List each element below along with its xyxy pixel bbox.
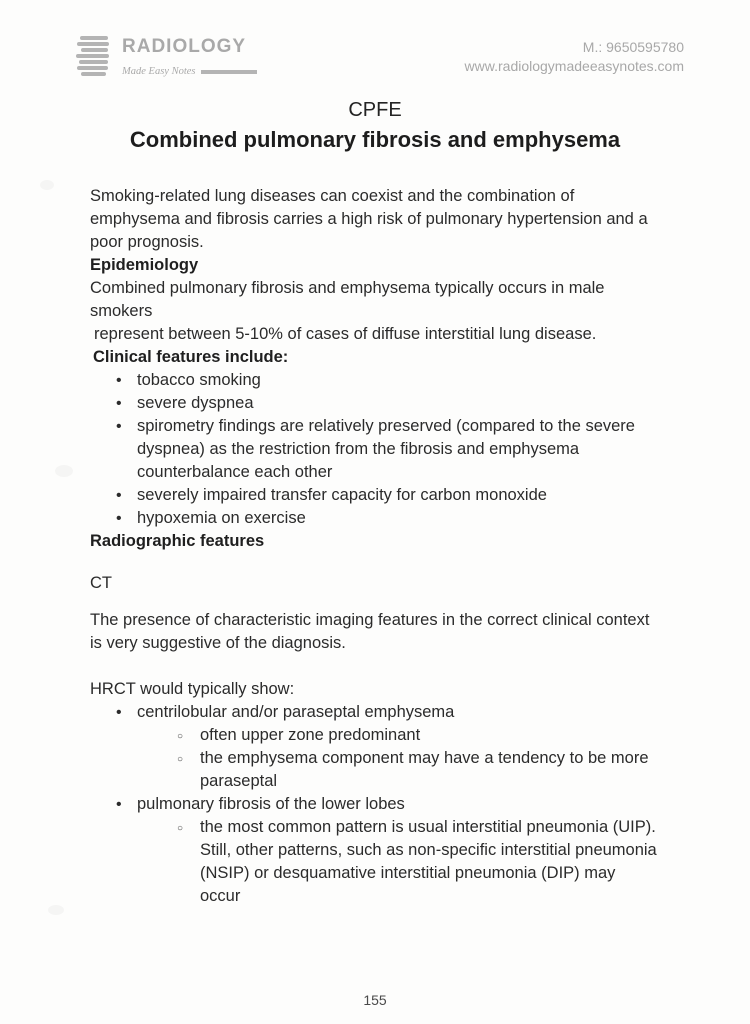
- list-item: [90, 701, 660, 793]
- clinical-features-list: [90, 369, 660, 530]
- page-title: Combined pulmonary fibrosis and emphysema: [129, 127, 621, 152]
- modality-label: CT: [90, 574, 112, 592]
- epidemiology-heading: Epidemiology: [90, 256, 199, 274]
- finding-sublist: [137, 816, 660, 908]
- list-item: ○ often upper zone predominant: [137, 724, 660, 747]
- list-item: • tobacco smoking: [90, 369, 660, 392]
- intro-paragraph: Smoking-related lung diseases can coexist and the combination of emphysema and fibrosis carries a high risk of pulmonary hypertension and a poor prognosis.: [90, 187, 648, 251]
- finding-sublist: [137, 724, 660, 793]
- list-item: • severe dyspnea: [90, 392, 660, 415]
- finding-text: pulmonary fibrosis of the lower lobes: [137, 795, 405, 813]
- epidemiology-line1: Combined pulmonary fibrosis and emphysema typically occurs in male smokers: [90, 279, 605, 320]
- brand-name: RADIOLOGY: [122, 36, 247, 57]
- list-item: ○ the most common pattern is usual interstitial pneumonia (UIP). Still, other patterns, such as non-specific interstitial pneumonia (NSIP) or desquamative interstitial pneumonia (DIP) may occur: [137, 816, 660, 908]
- page-header: [72, 34, 684, 83]
- clinical-features-heading: Clinical features include:: [93, 348, 289, 366]
- hrct-intro: HRCT would typically show:: [90, 680, 295, 698]
- finding-text: centrilobular and/or paraseptal emphysema: [137, 703, 455, 721]
- page-number: 155: [363, 992, 387, 1008]
- scan-artifact: [55, 465, 73, 477]
- contact-mobile: M.: 9650595780: [582, 39, 684, 55]
- brand-tagline: Made Easy Notes: [122, 66, 196, 77]
- title-abbreviation: CPFE: [348, 99, 402, 121]
- contact-info: [465, 34, 684, 76]
- scan-artifact: [48, 905, 64, 915]
- brand-tagline-row: [122, 60, 257, 83]
- logo-text: [122, 34, 257, 83]
- list-item: • severely impaired transfer capacity for carbon monoxide: [90, 484, 660, 507]
- contact-website: www.radiologymadeeasynotes.com: [464, 58, 684, 74]
- list-item: ○ the emphysema component may have a tendency to be more paraseptal: [137, 747, 660, 793]
- scan-artifact: [40, 180, 54, 190]
- brand-logo: [72, 34, 257, 83]
- hrct-findings-list: [90, 701, 660, 908]
- radiographic-features-heading: Radiographic features: [90, 532, 265, 550]
- list-item: • spirometry findings are relatively preserved (compared to the severe dyspnea) as the restriction from the fibrosis and emphysema counterbalance each other: [90, 415, 660, 484]
- tagline-rule: [201, 70, 257, 74]
- book-stack-icon: [72, 34, 114, 78]
- list-item: [90, 793, 660, 908]
- list-item: • hypoxemia on exercise: [90, 507, 660, 530]
- epidemiology-line2: represent between 5-10% of cases of diffuse interstitial lung disease.: [94, 325, 597, 343]
- clinical-context-paragraph: The presence of characteristic imaging features in the correct clinical context is very suggestive of the diagnosis.: [90, 611, 650, 652]
